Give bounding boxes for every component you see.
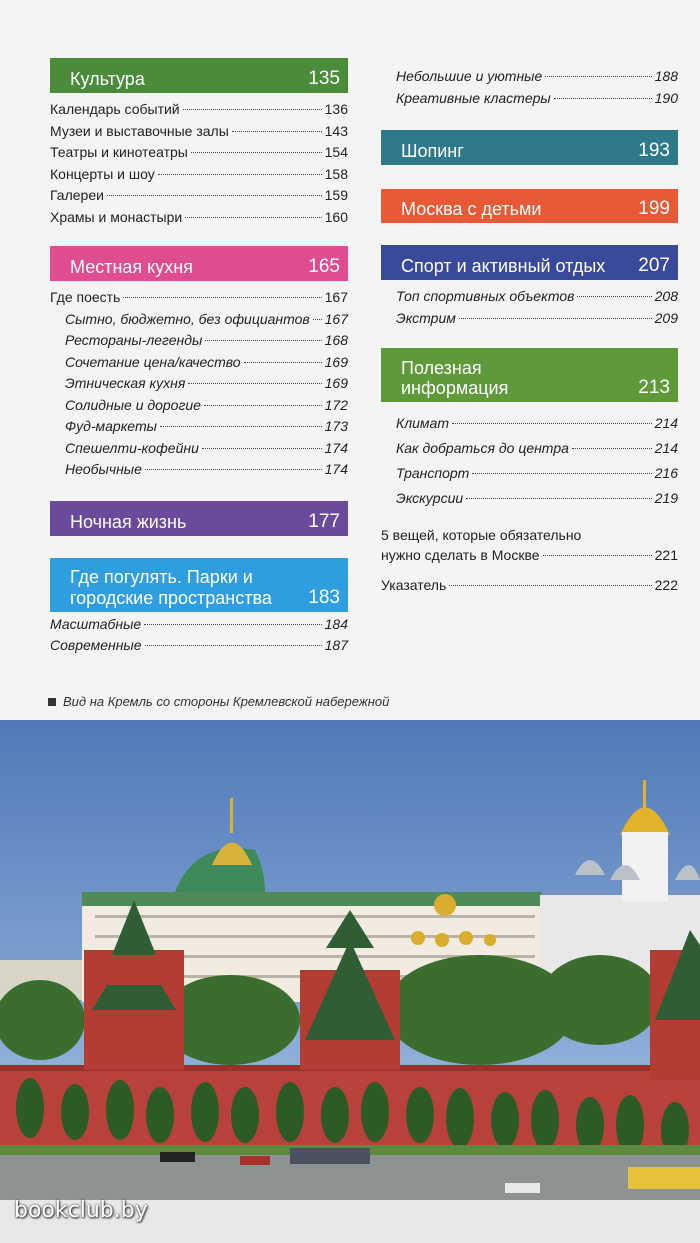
watermark: bookclub.by <box>14 1198 148 1223</box>
toc-entry <box>50 121 348 143</box>
toc-entry <box>381 461 678 486</box>
entry-page: 159 <box>324 187 348 203</box>
leader-dots <box>577 296 651 297</box>
leader-dots <box>123 297 321 298</box>
entry-label: Экстрим <box>396 309 456 326</box>
section-header <box>50 501 348 536</box>
section-page: 165 <box>308 256 340 278</box>
entry-page: 167 <box>324 310 348 327</box>
entry-page: 172 <box>324 396 348 413</box>
leader-dots <box>459 318 652 319</box>
section-header <box>50 558 348 612</box>
section-local-cuisine <box>50 246 348 481</box>
leader-dots <box>205 340 321 341</box>
toc-entry <box>381 411 678 436</box>
section-title: Культура <box>70 69 145 90</box>
entry-page: 154 <box>324 144 348 160</box>
leader-dots <box>543 555 652 556</box>
section-header-info <box>381 348 678 402</box>
entry-page: 169 <box>324 353 348 370</box>
entry-page: 221 <box>654 547 678 563</box>
kremlin-photo <box>0 720 700 1200</box>
leader-dots <box>158 174 322 175</box>
toc-entry <box>50 207 348 229</box>
section-header-kids <box>381 189 678 223</box>
leader-dots <box>449 585 651 586</box>
section-parks <box>50 558 348 657</box>
entry-label-line2: нужно сделать в Москве <box>381 547 540 563</box>
leader-dots <box>185 217 321 218</box>
toc-entry <box>50 185 348 207</box>
entry-page: 173 <box>324 418 348 434</box>
left-column <box>50 58 348 657</box>
leader-dots <box>313 319 322 320</box>
entry-label: Сочетание цена/качество <box>65 353 241 370</box>
leader-dots <box>107 195 322 196</box>
entry-page: 214 <box>654 415 678 431</box>
entry-page: 158 <box>324 165 348 182</box>
caption-text: Вид на Кремль со стороны Кремлевской набережной <box>63 694 390 709</box>
entry-page: 143 <box>324 122 348 139</box>
entry-page: 188 <box>654 68 678 84</box>
tower-right <box>650 930 700 1080</box>
section-page: 193 <box>638 140 670 162</box>
entry-label: Масштабные <box>50 615 142 632</box>
toc-entry <box>381 286 678 308</box>
entry-label: Этническая кухня <box>65 375 186 391</box>
entry-page: 187 <box>324 637 348 653</box>
toc-entry <box>50 309 348 331</box>
toc-entry <box>50 459 348 481</box>
entry-label: Экскурсии <box>396 490 464 506</box>
section-title: Полезная информация <box>401 357 509 399</box>
entry-page: 209 <box>654 309 678 326</box>
leader-dots <box>202 448 322 449</box>
entry-label: Календарь событий <box>50 101 180 117</box>
leader-dots <box>232 131 322 132</box>
entry-label-line1: 5 вещей, которые обязательно <box>381 527 582 543</box>
leader-dots <box>145 469 322 470</box>
leader-dots <box>145 645 322 646</box>
section-header <box>50 246 348 281</box>
section-header <box>50 58 348 93</box>
section-title: Шопинг <box>401 141 464 162</box>
toc-entry <box>50 99 348 121</box>
toc-entry <box>381 88 678 110</box>
entry-label: Концерты и шоу <box>50 165 155 182</box>
leader-dots <box>183 109 322 110</box>
entry-label: Топ спортивных объектов <box>396 288 575 304</box>
section-page: 135 <box>308 68 340 90</box>
entry-page: 174 <box>324 439 348 456</box>
entry-label: Небольшие и уютные <box>396 68 543 84</box>
leader-dots <box>244 362 322 363</box>
toc-entry <box>50 373 348 395</box>
photo-caption <box>48 694 389 709</box>
section-page: 183 <box>308 586 340 608</box>
entry-label: Креативные кластеры <box>396 89 551 106</box>
entry-label: Сытно, бюджетно, без официантов <box>65 310 310 327</box>
entry-page: 190 <box>654 89 678 106</box>
toc-entry <box>381 66 678 88</box>
entry-page: 174 <box>324 461 348 477</box>
leader-dots <box>572 448 652 449</box>
entry-page: 219 <box>654 490 678 506</box>
entry-label: Рестораны-легенды <box>65 332 203 348</box>
leader-dots <box>452 423 652 424</box>
section-culture <box>50 58 348 228</box>
leader-dots <box>188 383 321 384</box>
section-header-shopping <box>381 130 678 165</box>
entry-label: Солидные и дорогие <box>65 396 201 413</box>
leader-dots <box>204 405 322 406</box>
toc-entry-five-things <box>381 525 678 565</box>
section-page: 213 <box>638 377 670 399</box>
leader-dots <box>466 498 652 499</box>
leader-dots <box>144 624 321 625</box>
entry-page: 214 <box>654 440 678 456</box>
section-header-sport <box>381 245 678 280</box>
toc-entry-index <box>381 575 678 597</box>
toc-entry <box>50 287 348 309</box>
section-title: Где погулять. Парки и городские пространства <box>70 567 272 608</box>
leader-dots <box>191 152 322 153</box>
section-page: 199 <box>638 198 670 220</box>
entry-page: 169 <box>324 375 348 391</box>
entry-label: Театры и кинотеатры <box>50 144 188 160</box>
toc-entry <box>50 330 348 352</box>
entry-label: Как добраться до центра <box>396 440 569 456</box>
leader-dots <box>160 426 322 427</box>
section-title: Местная кухня <box>70 257 193 278</box>
section-title: Спорт и активный отдых <box>401 256 606 277</box>
entry-page: 168 <box>324 332 348 348</box>
entry-label: Храмы и монастыри <box>50 208 183 225</box>
entry-label: Где поесть <box>50 289 121 305</box>
entry-label: Транспорт <box>396 465 470 481</box>
section-nightlife <box>50 501 348 536</box>
leader-dots <box>472 473 651 474</box>
entry-label: Галереи <box>50 187 104 203</box>
toc-entry <box>50 142 348 164</box>
entry-label: Необычные <box>65 461 142 477</box>
leader-dots <box>545 76 651 77</box>
toc-entry <box>381 436 678 461</box>
toc-entry <box>50 438 348 460</box>
entry-page: 160 <box>324 208 348 225</box>
toc-entry <box>50 395 348 417</box>
entry-label: Климат <box>396 415 449 431</box>
entry-label: Спешелти-кофейни <box>65 439 199 456</box>
caption-square-icon <box>48 698 56 706</box>
entry-label: Музеи и выставочные залы <box>50 122 229 139</box>
section-title: Москва с детьми <box>401 199 542 220</box>
toc-entry <box>50 614 348 636</box>
section-title: Ночная жизнь <box>70 511 187 532</box>
entry-label: Современные <box>50 637 142 653</box>
toc-entry <box>381 308 678 330</box>
toc-entry <box>50 635 348 657</box>
entry-page: 216 <box>654 465 678 481</box>
section-page: 207 <box>638 255 670 277</box>
entry-page: 184 <box>324 615 348 632</box>
toc-entry <box>50 416 348 438</box>
toc-entry <box>50 352 348 374</box>
entry-page: 136 <box>324 101 348 117</box>
entry-page: 208 <box>654 288 678 304</box>
right-column <box>381 66 678 597</box>
section-page: 177 <box>308 510 340 532</box>
entry-page: 167 <box>324 289 348 305</box>
toc-entry <box>50 164 348 186</box>
leader-dots <box>554 98 652 99</box>
entry-label: Фуд-маркеты <box>65 418 157 434</box>
entry-label: Указатель <box>381 577 447 593</box>
toc-entry <box>381 486 678 511</box>
entry-page: 222 <box>654 577 678 593</box>
